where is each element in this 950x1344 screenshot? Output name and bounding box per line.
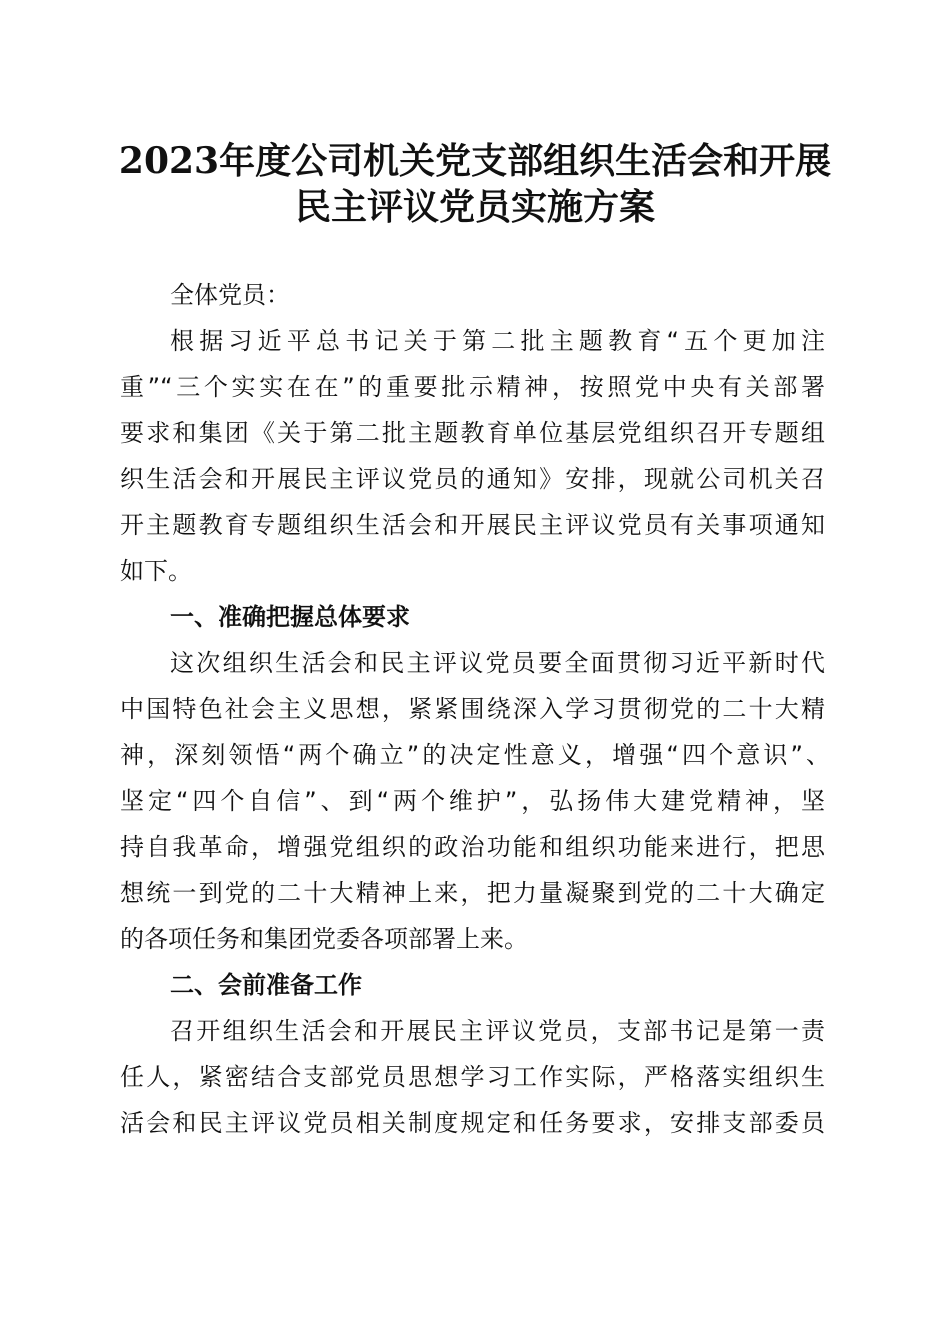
paragraph-2-line: 持自我革命，增强党组织的政治功能和组织功能来进行，把思 [120,833,825,861]
paragraph-2-line: 神，深刻领悟“两个确立”的决定性意义，增强“四个意识”、 [120,741,830,769]
paragraph-3-line: 任人，紧密结合支部党员思想学习工作实际，严格落实组织生 [120,1063,825,1091]
paragraph-1-line: 根据习近平总书记关于第二批主题教育“五个更加注 [170,327,825,355]
document-title-line-1: 2023年度公司机关党支部组织生活会和开展 [118,140,832,182]
document-title-line-2: 民主评议党员实施方案 [294,186,655,228]
paragraph-1-line: 如下。 [120,557,192,585]
paragraph-2-line: 这次组织生活会和民主评议党员要全面贯彻习近平新时代 [170,649,825,677]
salutation: 全体党员： [170,281,290,309]
section-1-heading: 一、准确把握总体要求 [170,603,410,631]
paragraph-3-line: 召开组织生活会和开展民主评议党员，支部书记是第一责 [170,1017,825,1045]
paragraph-1-line: 要求和集团《关于第二批主题教育单位基层党组织召开专题组 [120,419,825,447]
paragraph-2-line: 中国特色社会主义思想，紧紧围绕深入学习贯彻党的二十大精 [120,695,825,723]
paragraph-2-line: 的各项任务和集团党委各项部署上来。 [120,925,528,953]
paragraph-3-line: 活会和民主评议党员相关制度规定和任务要求，安排支部委员 [120,1109,825,1137]
section-2-heading: 二、会前准备工作 [170,971,362,999]
paragraph-2-line: 坚定“四个自信”、到“两个维护”，弘扬伟大建党精神，坚 [120,787,825,815]
paragraph-1-line: 织生活会和开展民主评议党员的通知》安排，现就公司机关召 [120,465,825,493]
paragraph-1-line: 重”“三个实实在在”的重要批示精神，按照党中央有关部署 [120,373,825,401]
paragraph-2-line: 想统一到党的二十大精神上来，把力量凝聚到党的二十大确定 [120,879,825,907]
paragraph-1-line: 开主题教育专题组织生活会和开展民主评议党员有关事项通知 [120,511,825,539]
